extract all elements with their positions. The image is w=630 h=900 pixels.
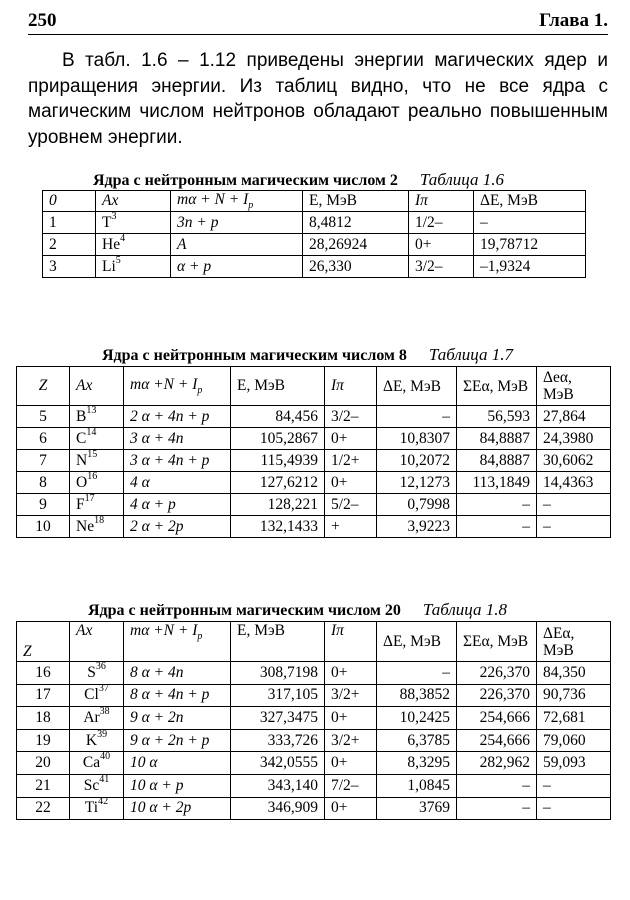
table-cell: A [171,234,303,256]
table-cell: 88,3852 [377,684,457,707]
table-cell: 24,3980 [537,428,611,450]
table-cell: 22 [17,797,70,820]
table-cell [96,234,171,256]
table-cell: 105,2867 [231,428,325,450]
element-symbol: T [102,213,112,231]
table-cell: 30,6062 [537,450,611,472]
table-1-7-caption [102,345,513,365]
header-cell: Ax [96,191,171,212]
table-1-8-caption [88,600,507,620]
mass-number: 3 [111,210,117,222]
table-label: Таблица 1.8 [422,600,508,619]
header-text: mα +N + I [130,375,198,393]
mass-number: 42 [98,796,109,808]
table-cell: 4 α + p [124,494,231,516]
table-cell: 8,4812 [303,212,409,234]
table-cell: 282,962 [457,752,537,775]
header-cell: ΣEα, МэВ [457,367,537,406]
subscript: p [197,631,203,643]
table-cell: – [377,662,457,685]
header-cell: Iπ [325,622,377,662]
table-row [17,774,611,797]
table-cell: – [537,516,611,538]
table-cell: – [457,774,537,797]
table-cell: 0+ [325,752,377,775]
table-1-8 [16,621,611,820]
table-cell: 28,26924 [303,234,409,256]
header-cell: ΔE, МэВ [474,191,586,212]
mass-number: 38 [99,705,110,717]
table-cell: 3n + p [171,212,303,234]
table-cell: 346,909 [231,797,325,820]
element-symbol: Sc [83,776,100,794]
table-cell [96,212,171,234]
header-cell: Z [17,367,70,406]
table-cell: 115,4939 [231,450,325,472]
element-symbol: C [76,429,87,447]
mass-number: 36 [95,660,106,672]
table-cell [70,662,124,685]
header-cell: E, МэВ [303,191,409,212]
table-cell: 84,8887 [457,450,537,472]
table-cell: 59,093 [537,752,611,775]
table-cell: 0+ [325,662,377,685]
table-cell: – [377,406,457,428]
table-row [43,234,586,256]
table-cell [70,684,124,707]
table-cell: 8 [17,472,70,494]
header-cell: Ax [70,622,124,662]
table-header-row [43,191,586,212]
table-cell: 128,221 [231,494,325,516]
table-cell [70,752,124,775]
table-cell: 3/2– [325,406,377,428]
table-cell: α + p [171,256,303,278]
table-cell: 10 α + 2p [124,797,231,820]
header-cell: Z [17,622,70,662]
table-cell: 226,370 [457,684,537,707]
table-row [17,752,611,775]
table-header-row [17,622,611,662]
element-symbol: O [76,473,88,491]
header-text: mα + N + I [177,191,249,208]
table-cell: 342,0555 [231,752,325,775]
table-cell [70,774,124,797]
table-cell: 8 α + 4n + p [124,684,231,707]
table-cell: 3/2+ [325,729,377,752]
table-cell: – [474,212,586,234]
header-cell: Iπ [325,367,377,406]
table-cell: 19,78712 [474,234,586,256]
table-cell: 3 [43,256,96,278]
table-row [17,662,611,685]
table-cell: – [537,797,611,820]
table-cell: 10 [17,516,70,538]
table-row [17,494,611,516]
table-cell: 127,6212 [231,472,325,494]
table-cell: 84,456 [231,406,325,428]
table-cell: 0+ [325,797,377,820]
header-cell: ΣEα, МэВ [457,622,537,662]
header-cell: E, МэВ [231,367,325,406]
mass-number: 17 [84,492,95,504]
element-symbol: Ar [83,708,100,726]
table-cell: 113,1849 [457,472,537,494]
table-cell: 3/2– [409,256,474,278]
table-cell: 327,3475 [231,707,325,730]
table-cell: 9 α + 2n + p [124,729,231,752]
table-label: Таблица 1.7 [428,345,514,364]
table-cell: 317,105 [231,684,325,707]
table-label: Таблица 1.6 [419,170,505,189]
mass-number: 41 [99,773,110,785]
table-cell: 17 [17,684,70,707]
table-cell: 7/2– [325,774,377,797]
table-row [17,472,611,494]
table-row [17,729,611,752]
table-cell [70,707,124,730]
header-cell: Δeα, МэВ [537,367,611,406]
table-cell [70,729,124,752]
table-cell: – [457,494,537,516]
mass-number: 15 [87,448,98,460]
table-cell: 5/2– [325,494,377,516]
table-cell: 84,350 [537,662,611,685]
table-cell: 0+ [325,428,377,450]
mass-number: 4 [120,232,126,244]
table-cell [70,494,124,516]
header-text: mα +N + I [130,622,198,639]
element-symbol: F [76,495,85,513]
table-cell: 10,2425 [377,707,457,730]
table-cell: 18 [17,707,70,730]
header-cell: ΔEα, МэВ [537,622,611,662]
table-title: Ядра с нейтронным магическим числом 20 [88,602,401,619]
table-cell: 20 [17,752,70,775]
table-row [17,450,611,472]
table-cell: 226,370 [457,662,537,685]
table-cell: 254,666 [457,707,537,730]
mass-number: 5 [115,254,121,266]
table-cell: 0+ [325,707,377,730]
table-cell: 26,330 [303,256,409,278]
table-cell [70,428,124,450]
table-cell: 132,1433 [231,516,325,538]
table-cell: 3,9223 [377,516,457,538]
mass-number: 16 [87,470,98,482]
table-cell: 21 [17,774,70,797]
table-cell: 308,7198 [231,662,325,685]
mass-number: 13 [86,404,97,416]
intro-paragraph: В табл. 1.6 – 1.12 приведены энергии магических ядер и приращения энергии. Из таблиц видно, что не все ядра с магическим числом нейтронов обладают реально повышенным уровнем энергии. [28,50,608,148]
table-1-6 [42,190,586,278]
header-cell [124,622,231,662]
table-cell: 8 α + 4n [124,662,231,685]
header-cell: E, МэВ [231,622,325,662]
table-cell [70,516,124,538]
table-cell: 7 [17,450,70,472]
table-cell: 79,060 [537,729,611,752]
table-cell: 19 [17,729,70,752]
table-cell: 8,3295 [377,752,457,775]
table-cell: 0+ [409,234,474,256]
chapter-title: Глава 1. [539,10,608,31]
table-cell: 6,3785 [377,729,457,752]
table-cell: 10 α + p [124,774,231,797]
table-cell: 333,726 [231,729,325,752]
table-cell: –1,9324 [474,256,586,278]
table-cell [70,450,124,472]
element-symbol: B [76,407,87,425]
header-cell: ΔE, МэВ [377,367,457,406]
header-cell [171,191,303,212]
element-symbol: Cl [84,686,99,704]
table-cell: – [457,797,537,820]
table-cell: 3/2+ [325,684,377,707]
table-row [17,684,611,707]
table-title: Ядра с нейтронным магическим числом 8 [102,347,407,364]
table-row [17,428,611,450]
table-cell: 12,1273 [377,472,457,494]
table-cell: – [537,494,611,516]
table-cell: 0,7998 [377,494,457,516]
table-cell: 254,666 [457,729,537,752]
mass-number: 37 [98,683,109,695]
element-symbol: Li [102,257,116,275]
element-symbol: He [102,235,121,253]
page-number: 250 [28,10,57,31]
table-cell: 84,8887 [457,428,537,450]
table-cell: 9 [17,494,70,516]
header-rule [28,34,608,35]
table-cell: 2 α + 2p [124,516,231,538]
table-cell: 9 α + 2n [124,707,231,730]
table-cell: 56,593 [457,406,537,428]
element-symbol: N [76,451,88,469]
table-1-6-caption [93,170,504,190]
header-cell: 0 [43,191,96,212]
table-cell: 3 α + 4n + p [124,450,231,472]
element-symbol: Ti [84,799,99,817]
table-cell: 2 α + 4n + p [124,406,231,428]
mass-number: 39 [97,728,108,740]
page-header [28,6,608,32]
table-cell: 6 [17,428,70,450]
header-cell: Iπ [409,191,474,212]
table-cell [70,406,124,428]
table-cell [96,256,171,278]
table-cell: 2 [43,234,96,256]
table-cell: 10,2072 [377,450,457,472]
table-cell: 10 α [124,752,231,775]
table-cell: 0+ [325,472,377,494]
table-cell: 27,864 [537,406,611,428]
header-cell: ΔE, МэВ [377,622,457,662]
table-cell: 1,0845 [377,774,457,797]
table-cell: 3769 [377,797,457,820]
table-cell: – [537,774,611,797]
table-cell: 16 [17,662,70,685]
table-title: Ядра с нейтронным магическим числом 2 [93,172,398,189]
table-cell: 10,8307 [377,428,457,450]
table-cell: – [457,516,537,538]
mass-number: 40 [100,751,111,763]
table-cell: 4 α [124,472,231,494]
table-cell [70,472,124,494]
table-row [17,707,611,730]
element-symbol: Ne [76,517,95,535]
element-symbol: Ca [82,754,101,772]
table-row [17,406,611,428]
header-cell [124,367,231,406]
table-row [17,797,611,820]
subscript: p [197,385,203,397]
table-cell: 1 [43,212,96,234]
header-cell: Ax [70,367,124,406]
table-cell: 3 α + 4n [124,428,231,450]
table-header-row [17,367,611,406]
table-cell: 72,681 [537,707,611,730]
table-cell: 5 [17,406,70,428]
table-row [43,212,586,234]
table-cell [70,797,124,820]
table-row [43,256,586,278]
table-1-7 [16,366,611,538]
table-cell: 343,140 [231,774,325,797]
table-cell: 90,736 [537,684,611,707]
mass-number: 18 [94,514,105,526]
table-cell: 1/2+ [325,450,377,472]
table-cell: 14,4363 [537,472,611,494]
element-symbol: K [85,731,98,749]
subscript: p [248,200,254,212]
mass-number: 14 [86,426,97,438]
element-symbol: S [87,663,96,681]
table-cell: + [325,516,377,538]
table-row [17,516,611,538]
table-cell: 1/2– [409,212,474,234]
